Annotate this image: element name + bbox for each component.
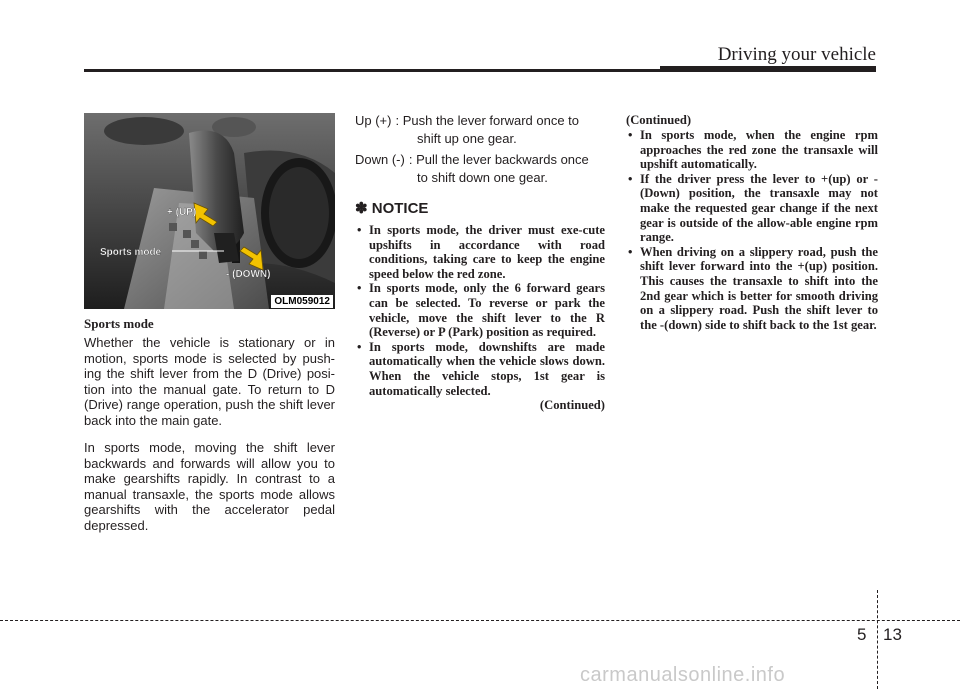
definition-text: : Push the lever forward once to [395, 113, 580, 128]
footer-divider [877, 590, 878, 689]
list-item: • When driving on a slippery road, push the shift lever forward into the +(up) position. This causes the transaxle to shift into the 2nd gear which is better for smooth driving on a slippery road. Push the shift lever to the -(down) side to shift back to the 1st gear. [626, 245, 878, 333]
list-item: • In sports mode, downshifts are made automatically when the vehicle slows down. When the vehicle stops, 1st gear is automatically selected. [355, 340, 605, 398]
watermark: carmanualsonline.info [580, 664, 786, 686]
list-item: • If the driver press the lever to +(up) or -(Down) position, the transaxle may not make the requested gear change if the next gear is outside of the allow-able engine rpm range. [626, 172, 878, 245]
definition-up-continued: shift up one gear. [417, 130, 517, 146]
column-left [84, 316, 335, 545]
continued-label: (Continued) [626, 113, 692, 127]
down-label: - (DOWN) [226, 269, 271, 280]
header-rule-tab [660, 66, 876, 72]
paragraph: Whether the vehicle is stationary or in motion, sports mode is selected by push-ing the shift lever from the D (Drive) posi-tion into the manual gate. To return to D (Drive) range operation, push the shift lever back into the main gate. [84, 335, 335, 428]
sports-mode-heading: Sports mode [84, 316, 154, 331]
paragraph: In sports mode, moving the shift lever backwards and forwards will allow you to make gearshifts rapidly. In contrast to a manual transaxle, the sports mode allows gearshifts with the accelerator pedal depressed. [84, 440, 335, 533]
notice-title: NOTICE [371, 200, 429, 217]
list-item: • In sports mode, the driver must exe-cute upshifts in accordance with road conditions, taking care to keep the engine speed below the red zone. [355, 223, 605, 281]
definition-term: Down (-) [355, 152, 405, 167]
notice-list-continued [626, 128, 878, 332]
definition-up [355, 113, 605, 129]
definition-down [355, 152, 605, 168]
column-right [626, 113, 878, 332]
sports-mode-label: Sports mode [100, 247, 162, 258]
notice-heading [355, 199, 605, 217]
page-number: 13 [883, 625, 902, 644]
chapter-number: 5 [857, 625, 867, 644]
definition-down-continued: to shift down one gear. [417, 169, 548, 185]
continued-label: (Continued) [539, 398, 605, 413]
definition-term: Up (+) [355, 113, 392, 128]
list-item: • In sports mode, when the engine rpm approaches the red zone the transaxle will upshift automatically. [626, 128, 878, 172]
column-middle [355, 113, 605, 413]
figure-code: OLM059012 [271, 295, 333, 308]
section-title: Driving your vehicle [717, 44, 876, 65]
list-item: • In sports mode, only the 6 forward gears can be selected. To reverse or park the vehicle, move the shift lever to the R (Reverse) or P (Park) position as required. [355, 281, 605, 339]
notice-icon: ✽ [355, 200, 368, 217]
footer-rule [0, 620, 960, 621]
gear-shifter-photo [84, 113, 335, 309]
up-label: + (UP) [167, 207, 197, 218]
gear-shifter-illustration [84, 113, 335, 309]
definition-text: : Pull the lever backwards once [408, 152, 589, 167]
notice-list [355, 223, 605, 398]
